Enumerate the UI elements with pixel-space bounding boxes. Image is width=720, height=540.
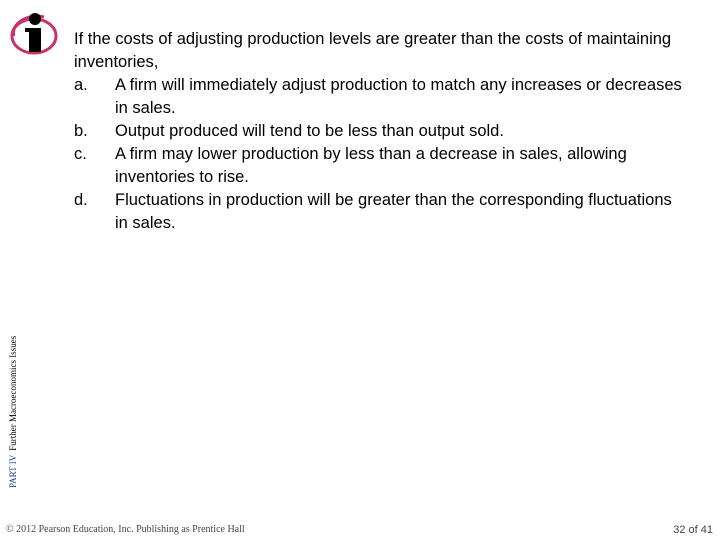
choice-b — [74, 120, 684, 143]
choice-letter: d. — [74, 191, 88, 209]
side-part-label — [8, 336, 18, 488]
question-stem: If the costs of adjusting production levels are greater than the costs of maintaining inventories, — [74, 30, 672, 71]
part-number: PART IV — [8, 454, 18, 488]
info-icon — [8, 10, 60, 58]
choice-letter: a. — [74, 76, 88, 94]
choice-letter: b. — [74, 122, 88, 140]
answer-choices — [74, 74, 684, 235]
choice-letter: c. — [74, 145, 87, 163]
choice-a — [74, 74, 684, 120]
copyright-notice: © 2012 Pearson Education, Inc. Publishing as Prentice Hall — [6, 524, 245, 535]
choice-c — [74, 143, 684, 189]
part-title: Further Macroeconomics Issues — [8, 335, 18, 451]
choice-text: Fluctuations in production will be greater than the corresponding fluctuations in sales. — [115, 191, 672, 232]
choice-text: A firm may lower production by less than a decrease in sales, allowing inventories to rise. — [115, 145, 627, 186]
choice-text: A firm will immediately adjust production to match any increases or decreases in sales. — [115, 76, 682, 117]
choice-d — [74, 189, 684, 235]
slide-number: 32 of 41 — [673, 524, 713, 536]
choice-text: Output produced will tend to be less than output sold. — [115, 122, 504, 140]
question-block — [74, 28, 684, 235]
